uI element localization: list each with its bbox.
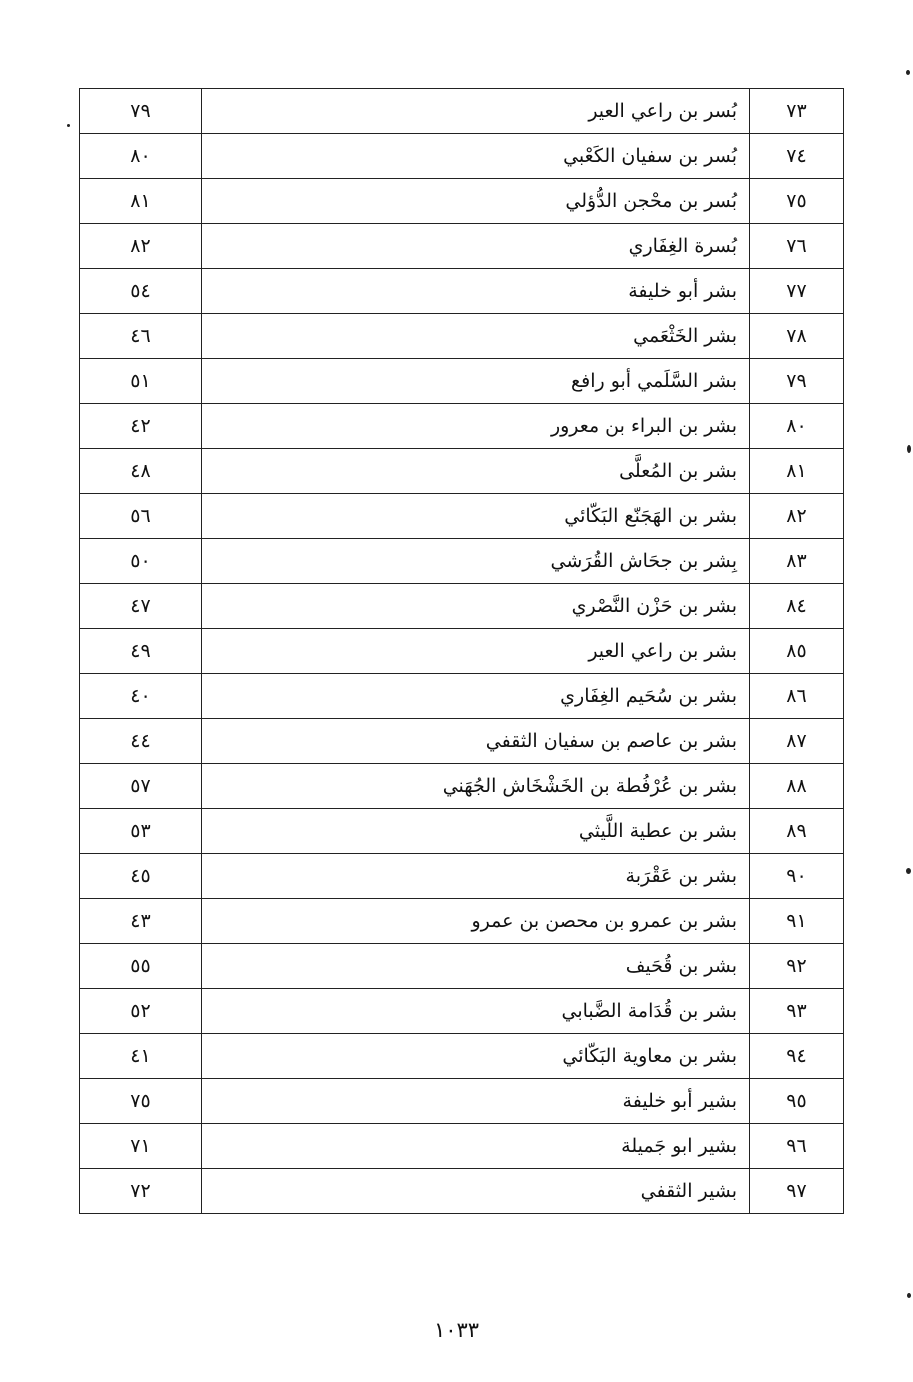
entry-number: ٧٦ bbox=[750, 224, 844, 269]
entry-number: ٨٢ bbox=[750, 494, 844, 539]
table-row bbox=[80, 224, 844, 269]
table-row bbox=[80, 539, 844, 584]
entry-name: بشير ابو جَميلة bbox=[202, 1124, 750, 1169]
entry-name: بشر بن عمرو بن محصن بن عمرو bbox=[202, 899, 750, 944]
entry-name: بشر بن سُحَيم الغِفَاري bbox=[202, 674, 750, 719]
entry-number: ٧٥ bbox=[750, 179, 844, 224]
entry-name: بشر بن عَقْرَبة bbox=[202, 854, 750, 899]
index-table bbox=[79, 88, 844, 1214]
entry-name: بشر بن عاصم بن سفيان الثقفي bbox=[202, 719, 750, 764]
entry-page: ٥٤ bbox=[80, 269, 202, 314]
entry-name: بشر بن قُدَامة الضَّبابي bbox=[202, 989, 750, 1034]
table-row bbox=[80, 89, 844, 134]
table-row bbox=[80, 269, 844, 314]
entry-name: بشر بن الهَجَنّع البَكّائي bbox=[202, 494, 750, 539]
entry-page: ٨١ bbox=[80, 179, 202, 224]
entry-number: ٨٠ bbox=[750, 404, 844, 449]
entry-name: بُسر بن سفيان الكَعْبي bbox=[202, 134, 750, 179]
entry-name: بشر أبو خليفة bbox=[202, 269, 750, 314]
entry-number: ٨٤ bbox=[750, 584, 844, 629]
entry-number: ٩٢ bbox=[750, 944, 844, 989]
entry-name: بشر الخَثْعَمي bbox=[202, 314, 750, 359]
entry-page: ٥٥ bbox=[80, 944, 202, 989]
entry-page: ٥٣ bbox=[80, 809, 202, 854]
entry-number: ٨٥ bbox=[750, 629, 844, 674]
entry-page: ٤٣ bbox=[80, 899, 202, 944]
scan-speck bbox=[67, 124, 70, 127]
entry-number: ٩١ bbox=[750, 899, 844, 944]
entry-page: ٥٢ bbox=[80, 989, 202, 1034]
entry-name: بشير الثقفي bbox=[202, 1169, 750, 1214]
entry-page: ٤٦ bbox=[80, 314, 202, 359]
page-number: ١٠٣٣ bbox=[433, 1318, 480, 1342]
entry-page: ٧٥ bbox=[80, 1079, 202, 1124]
scan-speck bbox=[906, 70, 910, 75]
entry-number: ٨٧ bbox=[750, 719, 844, 764]
table-row bbox=[80, 314, 844, 359]
table-row bbox=[80, 1034, 844, 1079]
table-row bbox=[80, 989, 844, 1034]
entry-number: ٩٥ bbox=[750, 1079, 844, 1124]
index-table-body bbox=[80, 89, 844, 1214]
entry-name: بُسر بن محْجن الدُّؤلي bbox=[202, 179, 750, 224]
entry-page: ٤٥ bbox=[80, 854, 202, 899]
scan-speck bbox=[907, 445, 911, 453]
entry-name: بشر بن المُعلَّى bbox=[202, 449, 750, 494]
table-row bbox=[80, 449, 844, 494]
entry-number: ٩٣ bbox=[750, 989, 844, 1034]
entry-page: ٥٦ bbox=[80, 494, 202, 539]
table-row bbox=[80, 854, 844, 899]
entry-name: بشر بن راعي العير bbox=[202, 629, 750, 674]
entry-name: بشر بن عطية اللَّيثي bbox=[202, 809, 750, 854]
entry-page: ٤٨ bbox=[80, 449, 202, 494]
table-row bbox=[80, 404, 844, 449]
table-row bbox=[80, 629, 844, 674]
entry-number: ٧٩ bbox=[750, 359, 844, 404]
table-row bbox=[80, 944, 844, 989]
entry-number: ٨٨ bbox=[750, 764, 844, 809]
entry-page: ٤٢ bbox=[80, 404, 202, 449]
entry-page: ٤١ bbox=[80, 1034, 202, 1079]
entry-number: ٨٦ bbox=[750, 674, 844, 719]
table-row bbox=[80, 1079, 844, 1124]
entry-name: بشر بن قُحَيف bbox=[202, 944, 750, 989]
table-row bbox=[80, 809, 844, 854]
table-row bbox=[80, 494, 844, 539]
table-row bbox=[80, 674, 844, 719]
entry-name: بِشر بن جحَاش القُرَشي bbox=[202, 539, 750, 584]
table-row bbox=[80, 719, 844, 764]
entry-number: ٧٣ bbox=[750, 89, 844, 134]
entry-name: بُسرة الغِفَاري bbox=[202, 224, 750, 269]
entry-name: بشر بن عُرْفُطة بن الخَشْخَاش الجُهَني bbox=[202, 764, 750, 809]
table-row bbox=[80, 899, 844, 944]
entry-page: ٤٤ bbox=[80, 719, 202, 764]
entry-name: بشر السَّلَمي أبو رافع bbox=[202, 359, 750, 404]
table-row bbox=[80, 1169, 844, 1214]
entry-page: ٤٩ bbox=[80, 629, 202, 674]
entry-page: ٤٠ bbox=[80, 674, 202, 719]
entry-page: ٨٢ bbox=[80, 224, 202, 269]
entry-number: ٧٤ bbox=[750, 134, 844, 179]
scan-speck bbox=[907, 1293, 911, 1298]
entry-name: بشر بن معاوية البَكّائي bbox=[202, 1034, 750, 1079]
entry-number: ٧٨ bbox=[750, 314, 844, 359]
table-row bbox=[80, 584, 844, 629]
table-row bbox=[80, 764, 844, 809]
table-row bbox=[80, 359, 844, 404]
entry-name: بشر بن حَزْن النَّصْري bbox=[202, 584, 750, 629]
entry-number: ٧٧ bbox=[750, 269, 844, 314]
entry-page: ٧٢ bbox=[80, 1169, 202, 1214]
entry-page: ٥٠ bbox=[80, 539, 202, 584]
entry-number: ٩٤ bbox=[750, 1034, 844, 1079]
entry-page: ٥٧ bbox=[80, 764, 202, 809]
entry-number: ٨٩ bbox=[750, 809, 844, 854]
entry-page: ٨٠ bbox=[80, 134, 202, 179]
entry-number: ٨١ bbox=[750, 449, 844, 494]
table-row bbox=[80, 1124, 844, 1169]
entry-page: ٧١ bbox=[80, 1124, 202, 1169]
entry-number: ٩٦ bbox=[750, 1124, 844, 1169]
entry-number: ٨٣ bbox=[750, 539, 844, 584]
entry-number: ٩٧ bbox=[750, 1169, 844, 1214]
entry-name: بُسر بن راعي العير bbox=[202, 89, 750, 134]
entry-name: بشر بن البراء بن معرور bbox=[202, 404, 750, 449]
entry-page: ٥١ bbox=[80, 359, 202, 404]
scan-speck bbox=[906, 868, 911, 874]
entry-page: ٧٩ bbox=[80, 89, 202, 134]
entry-page: ٤٧ bbox=[80, 584, 202, 629]
entry-number: ٩٠ bbox=[750, 854, 844, 899]
entry-name: بشير أبو خليفة bbox=[202, 1079, 750, 1124]
table-row bbox=[80, 134, 844, 179]
table-row bbox=[80, 179, 844, 224]
